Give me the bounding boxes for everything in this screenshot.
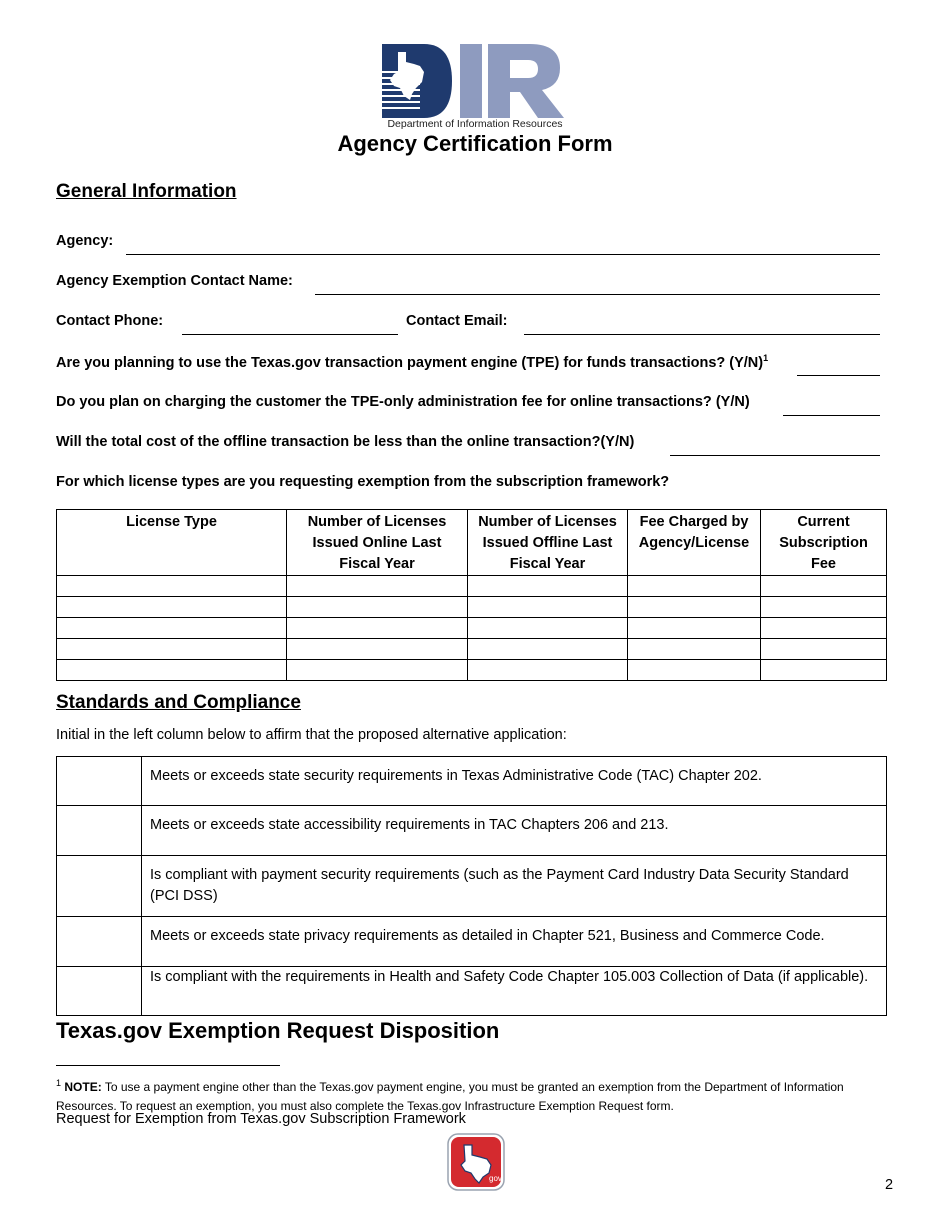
- table-cell[interactable]: [57, 597, 287, 618]
- col-online-licenses: Number of Licenses Issued Online Last Fiscal Year: [287, 510, 468, 576]
- table-cell[interactable]: [57, 576, 287, 597]
- standard-row: [57, 757, 887, 806]
- table-cell[interactable]: [287, 576, 468, 597]
- table-row: [57, 576, 887, 597]
- question-admin-fee: Do you plan on charging the customer the TPE-only administration fee for online transactions? (Y/N): [56, 394, 750, 410]
- initial-cell[interactable]: [57, 806, 142, 856]
- table-cell[interactable]: [287, 660, 468, 681]
- footer-doc-title: Request for Exemption from Texas.gov Subscription Framework: [56, 1111, 466, 1127]
- table-cell[interactable]: [761, 618, 887, 639]
- footnote-marker: 1: [56, 1078, 62, 1088]
- table-cell[interactable]: [468, 576, 628, 597]
- license-table: [56, 509, 887, 681]
- table-cell[interactable]: [761, 639, 887, 660]
- standard-row: [57, 806, 887, 856]
- page-number: 2: [885, 1177, 894, 1193]
- contact-phone-label: Contact Phone:: [56, 313, 164, 329]
- standards-heading: Standards and Compliance: [56, 692, 301, 713]
- standard-text: Is compliant with the requirements in Health and Safety Code Chapter 105.003 Collection of Data (if applicable).: [142, 967, 887, 1016]
- question-offline-cost: Will the total cost of the offline transaction be less than the online transaction?(Y/N): [56, 434, 635, 450]
- table-cell[interactable]: [468, 639, 628, 660]
- col-fee-charged: Fee Charged by Agency/License: [628, 510, 761, 576]
- standard-text: Meets or exceeds state accessibility requirements in TAC Chapters 206 and 213.: [142, 806, 887, 856]
- contact-phone-field[interactable]: [182, 334, 398, 335]
- tpe-answer-field[interactable]: [797, 375, 880, 376]
- page-title: Agency Certification Form: [337, 131, 613, 156]
- contact-name-label: Agency Exemption Contact Name:: [56, 273, 293, 289]
- table-cell[interactable]: [761, 597, 887, 618]
- standard-text: Is compliant with payment security requirements (such as the Payment Card Industry Data Security Standard (PCI DSS): [142, 856, 887, 917]
- agency-label: Agency:: [56, 233, 114, 249]
- col-subscription-fee: Current Subscription Fee: [761, 510, 887, 576]
- standards-table: [56, 756, 887, 1016]
- table-row: [57, 597, 887, 618]
- table-cell[interactable]: [57, 618, 287, 639]
- texas-gov-badge: [447, 1133, 505, 1191]
- footnote: [56, 1074, 856, 1116]
- table-cell[interactable]: [761, 576, 887, 597]
- license-table-header: [57, 510, 887, 576]
- table-cell[interactable]: [761, 660, 887, 681]
- table-cell[interactable]: [628, 639, 761, 660]
- initial-cell[interactable]: [57, 967, 142, 1016]
- badge-text: gov: [489, 1174, 502, 1183]
- table-cell[interactable]: [628, 660, 761, 681]
- question-tpe-text: Are you planning to use the Texas.gov transaction payment engine (TPE) for funds transactions? (Y/N): [56, 354, 764, 371]
- table-cell[interactable]: [287, 618, 468, 639]
- table-row: [57, 618, 887, 639]
- table-cell[interactable]: [287, 639, 468, 660]
- contact-email-label: Contact Email:: [406, 313, 508, 329]
- col-license-type: License Type: [57, 510, 287, 576]
- table-row: [57, 639, 887, 660]
- question-tpe: [56, 353, 768, 371]
- table-cell[interactable]: [628, 576, 761, 597]
- footnote-separator: [56, 1065, 280, 1066]
- agency-field[interactable]: [126, 254, 880, 255]
- standard-row: [57, 856, 887, 917]
- offline-cost-answer-field[interactable]: [670, 455, 880, 456]
- standards-intro: Initial in the left column below to affirm that the proposed alternative application:: [56, 727, 567, 743]
- table-cell[interactable]: [628, 597, 761, 618]
- standard-text: Meets or exceeds state privacy requirements as detailed in Chapter 521, Business and Commerce Code.: [142, 917, 887, 967]
- col-offline-licenses: Number of Licenses Issued Offline Last Fiscal Year: [468, 510, 628, 576]
- table-cell[interactable]: [468, 660, 628, 681]
- initial-cell[interactable]: [57, 757, 142, 806]
- table-cell[interactable]: [57, 660, 287, 681]
- table-cell[interactable]: [468, 618, 628, 639]
- contact-name-field[interactable]: [315, 294, 880, 295]
- contact-email-field[interactable]: [524, 334, 880, 335]
- initial-cell[interactable]: [57, 917, 142, 967]
- standard-text: Meets or exceeds state security requirements in Texas Administrative Code (TAC) Chapter 202.: [142, 757, 887, 806]
- footnote-text: To use a payment engine other than the Texas.gov payment engine, you must be granted an exemption from the Department of Information Resources. To request an exemption, you must also complete the Texas.gov Infrastructure Exemption Request form.: [56, 1080, 844, 1113]
- table-cell[interactable]: [57, 639, 287, 660]
- table-cell[interactable]: [287, 597, 468, 618]
- footnote-ref: 1: [763, 353, 769, 363]
- table-row: [57, 660, 887, 681]
- standard-row: [57, 967, 887, 1016]
- disposition-heading: Texas.gov Exemption Request Disposition: [56, 1018, 500, 1043]
- general-info-heading: General Information: [56, 181, 237, 202]
- initial-cell[interactable]: [57, 856, 142, 917]
- standard-row: [57, 917, 887, 967]
- table-cell[interactable]: [468, 597, 628, 618]
- footnote-note-label: NOTE:: [64, 1080, 102, 1094]
- question-license-types: For which license types are you requesting exemption from the subscription framework?: [56, 474, 670, 490]
- table-cell[interactable]: [628, 618, 761, 639]
- admin-fee-answer-field[interactable]: [783, 415, 880, 416]
- logo-caption: Department of Information Resources: [387, 118, 563, 130]
